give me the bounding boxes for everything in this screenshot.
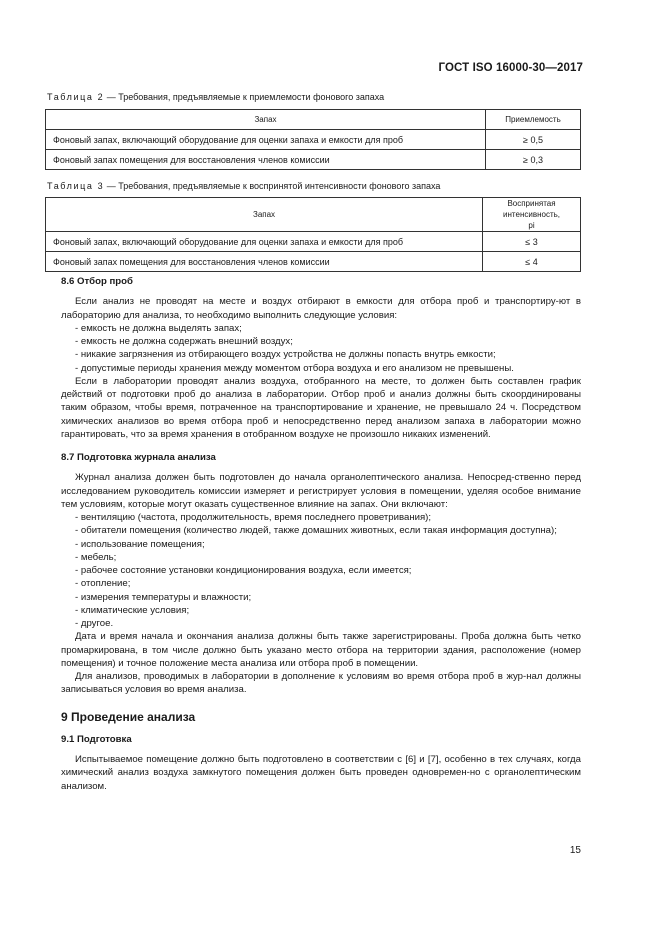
page-number: 15 — [569, 845, 581, 856]
list-item: - отопление; — [75, 578, 131, 590]
paragraph: Журнал анализа должен быть подготовлен до начала органолептического анализа. Непосред-ственно перед исследованием руководитель комиссии измеряет и регистрирует условия в помещении, уделяя особое внимание тем условиям, которые могут оказать существенное влияние на запах. Они включают: — [61, 472, 581, 510]
body-text — [61, 275, 581, 793]
list-item: - емкость не должна выделять запах; — [75, 322, 242, 334]
paragraph: Если анализ не проводят на месте и воздух отбирают в емкости для отбора проб и транспортиру-ют в лабораторию для анализа, то необходимо выполнить следующие условия: — [61, 296, 581, 321]
list-item: - допустимые периоды хранения между моментом отбора воздуха и его анализом не превышены. — [75, 362, 514, 374]
list-item: - вентиляцию (частота, продолжительность, время последнего проветривания); — [75, 512, 432, 523]
section-9-1-heading: 9.1 Подготовка — [61, 733, 132, 745]
table2-cell-value: ≥ 0,5 — [486, 130, 581, 150]
table2-cell-value: ≥ 0,3 — [486, 150, 581, 170]
paragraph: Если в лаборатории проводят анализ воздуха, отобранного на месте, то должен быть составлен график действий от подготовки проб до анализа в лаборатории. Отбор проб и анализ должны быть скоординированы таким образом, чтобы время, потраченное на транспортирование и хранение, не превышало 24 ч. Посредством химических анализов во время отбора проб и непосредственно перед анализом запаха в лаборатории можно гарантировать, что за время хранения в отобранном воздухе не произошло никаких изменений. — [61, 375, 581, 440]
table3-cell: Фоновый запах, включающий оборудование для оценки запаха и емкости для проб — [46, 232, 483, 252]
table2-header-row — [46, 110, 581, 130]
table3-caption-prefix: Таблица 3 — [47, 181, 105, 191]
table-row — [46, 252, 581, 272]
table2-col-odor: Запах — [46, 110, 486, 130]
table2-caption-prefix: Таблица 2 — [47, 92, 105, 102]
list-item: - измерения температуры и влажности; — [75, 591, 252, 603]
table3-cell-value: ≤ 4 — [483, 252, 581, 272]
list-item: - обитатели помещения (количество людей, также домашних животных, если такая информация доступна); — [75, 525, 557, 537]
table2-cell: Фоновый запах помещения для восстановления членов комиссии — [46, 150, 486, 170]
table3-caption — [47, 181, 440, 191]
list-item: - емкость не должна содержать внешний воздух; — [75, 336, 293, 347]
table3-header-row — [46, 198, 581, 232]
table2-cell: Фоновый запах, включающий оборудование для оценки запаха и емкости для проб — [46, 130, 486, 150]
table-row — [46, 130, 581, 150]
list-item: - рабочее состояние установки кондиционирования воздуха, если имеется; — [75, 565, 412, 576]
table3-cell: Фоновый запах помещения для восстановления членов комиссии — [46, 252, 483, 272]
list-item: - другое. — [75, 618, 114, 629]
section-8-6-heading: 8.6 Отбор проб — [61, 276, 133, 287]
document-id: ГОСТ ISO 16000-30—2017 — [438, 62, 583, 74]
table3-col-intensity: Воспринятая интенсивность, pi — [483, 198, 581, 232]
table2 — [45, 109, 581, 170]
list-item: - мебель; — [75, 551, 117, 563]
list-item: - климатические условия; — [75, 604, 190, 616]
table3-cell-value: ≤ 3 — [483, 232, 581, 252]
table2-col-acceptability: Приемлемость — [486, 110, 581, 130]
list-item: - никакие загрязнения из отбирающего воздух устройства не должны попасть внутрь емкости; — [75, 349, 496, 361]
table3-col-odor: Запах — [46, 198, 483, 232]
list-item: - использование помещения; — [75, 538, 205, 550]
section-9-heading: 9 Проведение анализа — [61, 709, 196, 724]
table-row — [46, 232, 581, 252]
paragraph: Испытываемое помещение должно быть подготовлено в соответствии с [6] и [7], особенно в тех случаях, когда химический анализ воздуха замкнутого помещения должен быть проведен одновремен-но с органолептическим анализом. — [61, 754, 581, 792]
paragraph: Дата и время начала и окончания анализа должны быть также зарегистрированы. Проба должна быть четко промаркирована, в том числе должно быть указано место отбора на территории здания, расположение (номер помещения) и точное положение места анализа или отбора проб в помещении. — [61, 631, 581, 669]
section-8-7-heading: 8.7 Подготовка журнала анализа — [61, 452, 216, 463]
table3-caption-text: — Требования, предъявляемые к воспринятой интенсивности фонового запаха — [104, 181, 441, 191]
paragraph: Для анализов, проводимых в лаборатории в дополнение к условиям во время отбора проб в жур-нал должны записываться условия во время анализа. — [61, 671, 581, 696]
table2-caption — [47, 92, 384, 102]
table2-caption-text: — Требования, предъявляемые к приемлемости фонового запаха — [104, 92, 385, 102]
table-row — [46, 150, 581, 170]
table3 — [45, 197, 581, 272]
